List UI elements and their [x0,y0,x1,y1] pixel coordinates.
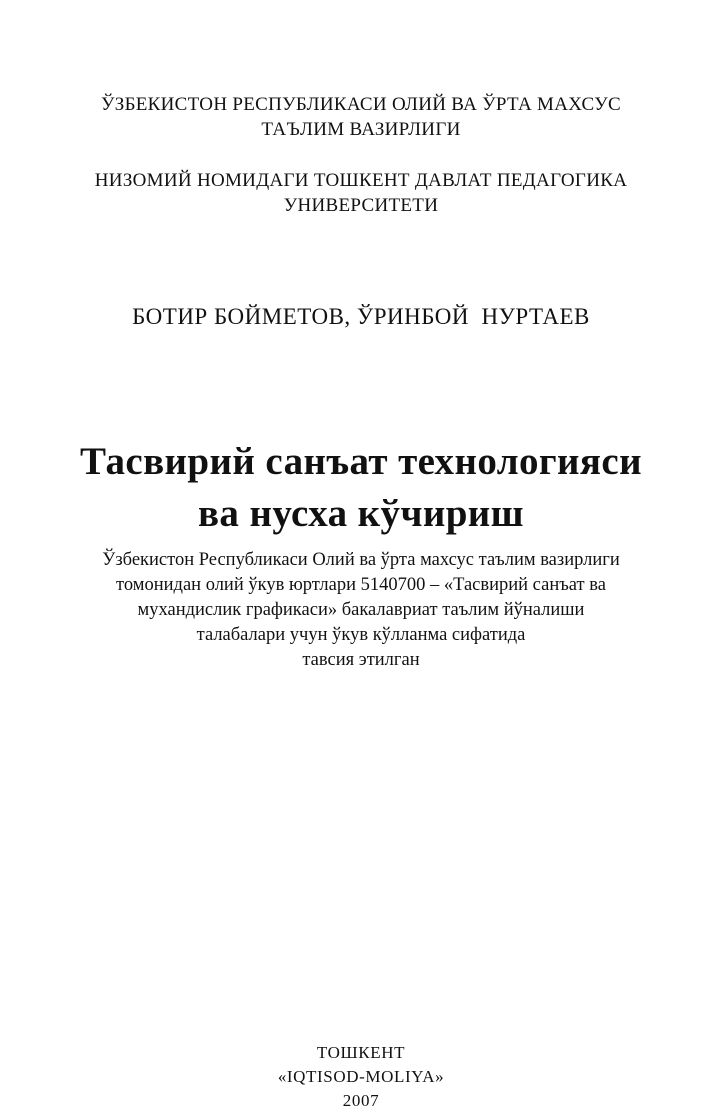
book-title [0,436,722,540]
imprint-publisher: «IQTISOD-MOLIYA» [277,1067,445,1086]
imprint-year: 2007 [342,1091,380,1110]
book-title-line-1: Тасвирий санъат технологияси [80,440,642,483]
recommendation-line-2: томонидан олий ўкув юртлари 5140700 – «Тасвирий санъат ва [116,575,606,595]
recommendation-line-3: мухандислик графикаси» бакалавриат таълим йўналиши [137,600,585,620]
imprint [0,1041,722,1113]
ministry-heading [0,92,722,142]
recommendation-text [0,548,722,673]
ministry-line-2: ТАЪЛИМ ВАЗИРЛИГИ [261,119,461,140]
university-line-1: НИЗОМИЙ НОМИДАГИ ТОШКЕНТ ДАВЛАТ ПЕДАГОГИКА [94,170,628,191]
recommendation-line-5: тавсия этилган [302,650,420,670]
university-heading [0,168,722,218]
recommendation-line-4: талабалари учун ўкув кўлланма сифатида [196,625,526,645]
book-title-line-2: ва нусха кўчириш [197,492,525,535]
university-line-2: УНИВЕРСИТЕТИ [283,195,439,216]
imprint-city: ТОШКЕНТ [316,1043,406,1062]
authors-line: БОТИР БОЙМЕТОВ, ЎРИНБОЙ НУРТАЕВ [132,304,590,329]
ministry-line-1: ЎЗБЕКИСТОН РЕСПУБЛИКАСИ ОЛИЙ ВА ЎРТА МАХСУС [101,94,621,115]
recommendation-line-1: Ўзбекистон Республикаси Олий ва ўрта махсус таълим вазирлиги [102,550,620,570]
authors [0,303,722,331]
